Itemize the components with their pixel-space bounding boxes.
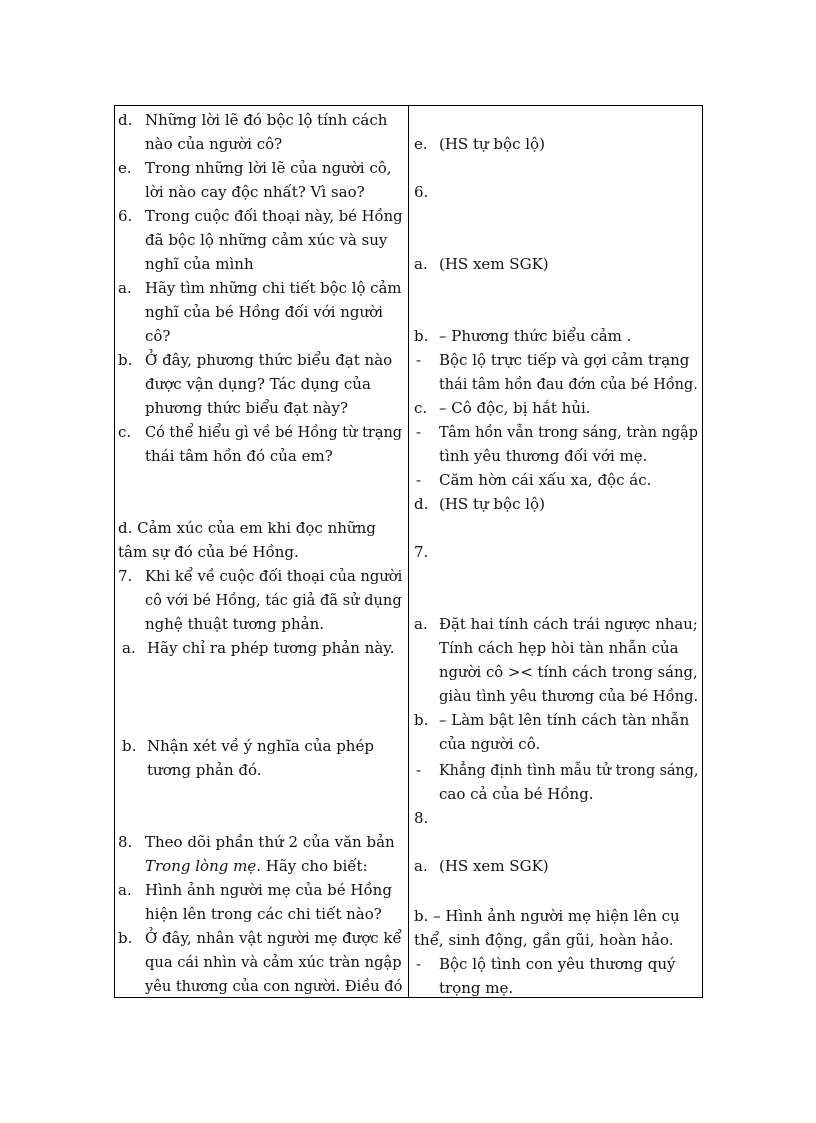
question-line: Có thể hiểu gì về bé Hồng từ trạng bbox=[145, 423, 403, 441]
question-line: Hình ảnh người mẹ của bé Hồng bbox=[145, 881, 392, 899]
question-line: tương phản đó. bbox=[147, 761, 262, 779]
answer-line: tình yêu thương đối với mẹ. bbox=[439, 447, 648, 465]
question-line: được vận dụng? Tác dụng của bbox=[145, 375, 371, 393]
text-title: Trong lòng mẹ bbox=[145, 857, 257, 875]
answer-line: Căm hờn cái xấu xa, độc ác. bbox=[439, 471, 652, 489]
answer-line: (HS xem SGK) bbox=[439, 857, 549, 875]
question-line: nào của người cô? bbox=[145, 135, 283, 153]
answer-line: Tâm hồn vẫn trong sáng, tràn ngập bbox=[439, 423, 699, 441]
question-line: phương thức biểu đạt này? bbox=[145, 399, 349, 417]
question-line: Hãy chỉ ra phép tương phản này. bbox=[147, 639, 395, 657]
question-line: yêu thương của con người. Điều đó bbox=[145, 977, 403, 995]
answer-line: giàu tình yêu thương của bé Hồng. bbox=[439, 687, 699, 705]
question-line: Khi kể về cuộc đối thoại của người bbox=[145, 567, 403, 585]
question-line: Trong cuộc đối thoại này, bé Hồng bbox=[145, 207, 403, 225]
question-line: d. Cảm xúc của em khi đọc những bbox=[118, 519, 376, 537]
answer-line: Bộc lộ trực tiếp và gợi cảm trạng bbox=[439, 351, 690, 369]
question-line: tâm sự đó của bé Hồng. bbox=[118, 543, 299, 561]
answer-line: Tính cách hẹp hòi tàn nhẫn của bbox=[439, 639, 679, 657]
question-line: Hãy tìm những chi tiết bộc lộ cảm bbox=[145, 279, 402, 297]
question-line: hiện lên trong các chi tiết nào? bbox=[145, 905, 382, 923]
answer-line: b. – Hình ảnh người mẹ hiện lên cụ bbox=[414, 907, 680, 925]
question-line: cô? bbox=[145, 327, 171, 345]
question-line: Trong những lời lẽ của người cô, bbox=[145, 159, 392, 177]
question-line: Nhận xét về ý nghĩa của phép bbox=[147, 737, 374, 755]
question-line: cô với bé Hồng, tác giả đã sử dụng bbox=[145, 591, 402, 609]
answer-line: – Làm bật lên tính cách tàn nhẫn bbox=[439, 711, 690, 729]
answer-line: (HS xem SGK) bbox=[439, 255, 549, 273]
column-divider bbox=[408, 105, 409, 998]
question-line: đã bộc lộ những cảm xúc và suy bbox=[145, 231, 388, 249]
answer-line: – Cô độc, bị hắt hủi. bbox=[439, 399, 591, 417]
answer-line: cao cả của bé Hồng. bbox=[439, 785, 594, 803]
question-line: qua cái nhìn và cảm xúc tràn ngập bbox=[145, 953, 402, 971]
question-line: Những lời lẽ đó bộc lộ tính cách bbox=[145, 111, 388, 129]
answer-line: thể, sinh động, gần gũi, hoàn hảo. bbox=[414, 931, 674, 949]
answer-line: thái tâm hồn đau đớn của bé Hồng. bbox=[439, 375, 698, 393]
answer-line: Khẳng định tình mẫu tử trong sáng, bbox=[439, 761, 699, 779]
question-line: lời nào cay độc nhất? Vì sao? bbox=[145, 183, 365, 201]
answer-line: Đặt hai tính cách trái ngược nhau; bbox=[439, 615, 698, 633]
question-line: nghĩ của mình bbox=[145, 255, 254, 273]
answer-line: (HS tự bộc lộ) bbox=[439, 135, 545, 153]
question-line: Theo dõi phần thứ 2 của văn bản bbox=[145, 833, 395, 851]
answer-line: Bộc lộ tình con yêu thương quý bbox=[439, 955, 676, 973]
question-line: thái tâm hồn đó của em? bbox=[145, 447, 333, 465]
question-line: Trong lòng mẹ. Hãy cho biết: bbox=[145, 857, 368, 875]
question-line: Ở đây, phương thức biểu đạt nào bbox=[145, 351, 393, 369]
question-line: nghệ thuật tương phản. bbox=[145, 615, 325, 633]
answer-line: trọng mẹ. bbox=[439, 979, 514, 997]
question-line: Ở đây, nhân vật người mẹ được kể bbox=[145, 929, 402, 947]
answer-line: (HS tự bộc lộ) bbox=[439, 495, 545, 513]
answer-line: của người cô. bbox=[439, 735, 541, 753]
question-line: nghĩ của bé Hồng đối với người bbox=[145, 303, 383, 321]
answer-line: người cô >< tính cách trong sáng, bbox=[439, 663, 698, 681]
answer-line: – Phương thức biểu cảm . bbox=[439, 327, 632, 345]
